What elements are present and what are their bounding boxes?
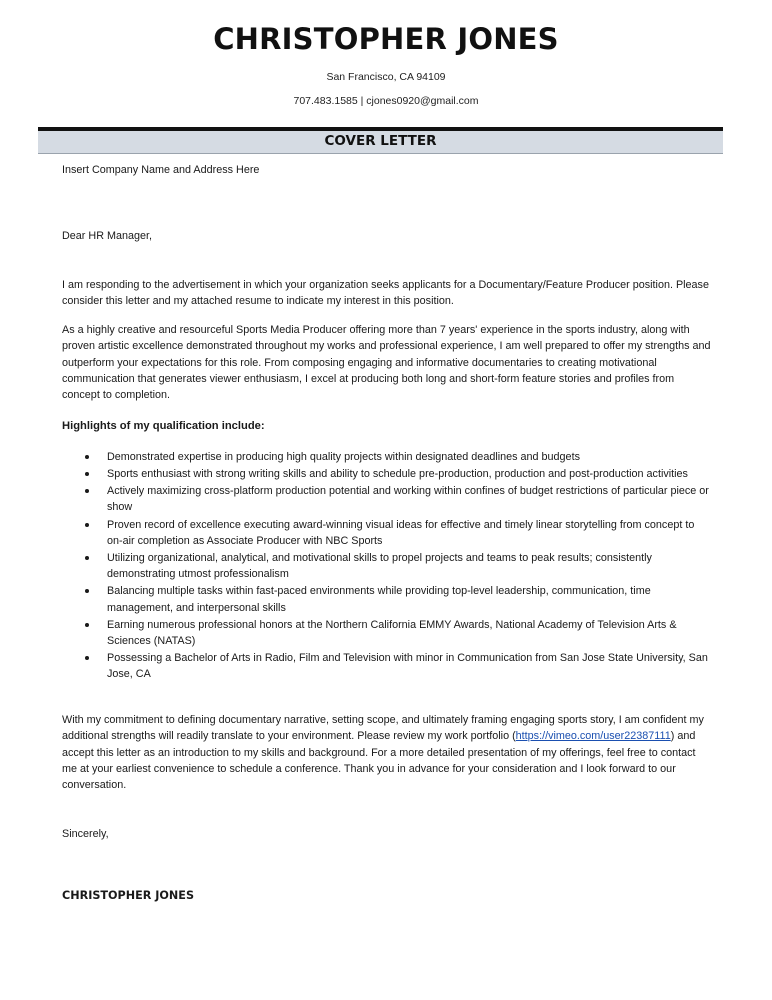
list-item [62,466,712,482]
paragraph-closing-text-end: ) and accept this letter as an introduction to my skills and background. For a more detailed presentation of my offerings, feel free to contact me at your earliest convenience to schedule a conference. Thank you in advance for your consideration and I look forward to our conversation. [62,730,696,792]
company-placeholder: Insert Company Name and Address Here [62,164,260,176]
list-item-text: Proven record of excellence executing award-winning visual ideas for effective and timely linear storytelling from concept to on-air completion as Associate Producer with NBC Sports [107,518,695,547]
bullet-icon [85,489,89,493]
portfolio-link[interactable]: https://vimeo.com/user22387111 [515,730,671,743]
paragraph-closing [62,712,712,793]
list-item [62,617,712,650]
list-item-text: Demonstrated expertise in producing high quality projects within designated deadlines and budgets [107,451,580,463]
applicant-address: San Francisco, CA 94109 [326,71,446,83]
bullet-icon [85,623,89,627]
list-item [62,583,712,616]
list-item [62,449,712,465]
salutation: Dear HR Manager, [62,230,153,242]
highlights-title: Highlights of my qualification include: [62,420,265,432]
list-item-text: Possessing a Bachelor of Arts in Radio, Film and Television with minor in Communication from San Jose State University, San Jose, CA [107,652,708,681]
list-item-text: Balancing multiple tasks within fast-paced environments while providing top-level leadership, communication, time management, and interpersonal skills [107,585,651,614]
list-item [62,550,712,583]
list-item [62,483,712,516]
applicant-contact: 707.483.1585 | cjones0920@gmail.com [293,95,479,107]
bullet-icon [85,455,89,459]
list-item [62,650,712,683]
paragraph-closing-text-start: With my commitment to defining documentary narrative, setting scope, and ultimately framing engaging sports story, I am confident my additional strengths will readily translate to your environment. Please review my work portfolio ( [62,714,704,743]
bullet-icon [85,656,89,660]
paragraph-intro: I am responding to the advertisement in which your organization seeks applicants for a Documentary/Feature Producer position. Please consider this letter and my attached resume to indicate my interest in this position. [62,279,709,308]
highlights-list [62,449,712,684]
list-item-text: Earning numerous professional honors at the Northern California EMMY Awards, National Academy of Television Arts & Sciences (NATAS) [107,618,677,648]
bullet-icon [85,472,89,476]
applicant-name: CHRISTOPHER JONES [213,22,559,56]
bullet-icon [85,589,89,593]
bullet-icon [85,523,89,527]
list-item-text: Actively maximizing cross-platform production potential and working within confines of budget restrictions of particular piece or show [107,485,709,514]
list-item-text: Sports enthusiast with strong writing skills and ability to schedule pre-production, production and post-production activities [107,468,688,481]
signature-name: CHRISTOPHER JONES [62,889,194,902]
paragraph-experience: As a highly creative and resourceful Sports Media Producer offering more than 7 years' experience in the sports industry, along with proven artistic excellence demonstrated throughout my works and professional experience, I am well prepared to offer my strengths and outperform your expectations for this role. From composing engaging and informative documentaries to creating motivational communication that generates viewer enthusiasm, I excel at producing both long and short-form feature stories and profiles from concept to completion. [62,324,711,402]
closing: Sincerely, [62,828,109,840]
bullet-icon [85,556,89,560]
list-item-text: Utilizing organizational, analytical, and motivational skills to propel projects and teams to peak results; consistently demonstrating utmost professionalism [107,551,652,581]
section-title-bar [38,131,723,154]
list-item [62,517,712,550]
section-title: COVER LETTER [324,133,437,149]
